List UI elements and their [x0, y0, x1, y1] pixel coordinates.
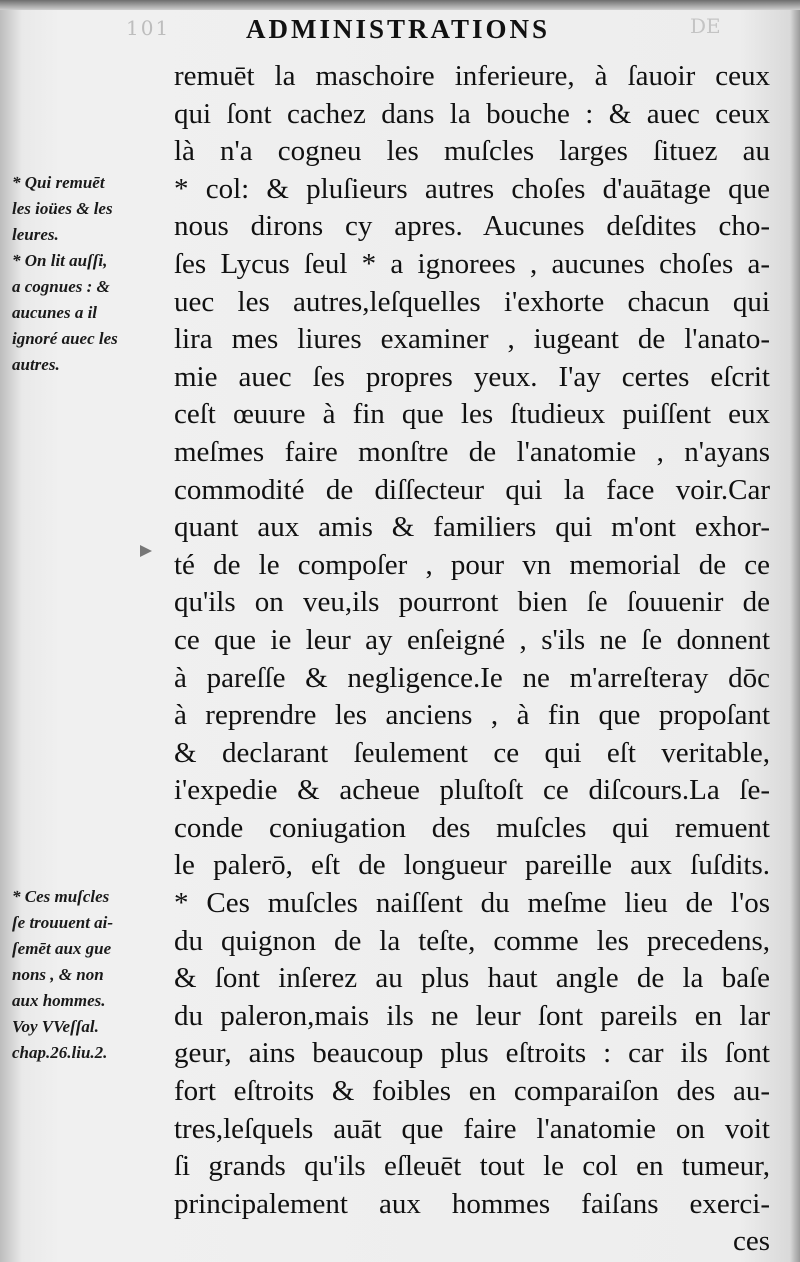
margin-note-2 [12, 884, 162, 1066]
body-line: * col: & pluſieurs autres choſes d'auātage que [174, 172, 770, 205]
body-line: ce que ie leur ay enſeigné , s'ils ne ſe donnent [174, 623, 770, 656]
body-line: du quignon de la teſte, comme les precedens, [174, 924, 770, 957]
margin-note-line: autres. [12, 355, 60, 374]
body-line: nous dirons cy apres. Aucunes deſdites cho- [174, 210, 770, 243]
body-line: qui ſont cachez dans la bouche : & auec ceux [174, 97, 770, 130]
body-line: là n'a cogneu les muſcles larges ſituez au [174, 135, 770, 168]
body-line: té de le compoſer , pour vn memorial de ce [174, 548, 770, 581]
body-line: meſmes faire monſtre de l'anatomie , n'ayans [174, 435, 770, 468]
body-line: commodité de diſſecteur qui la face voir.Car [174, 473, 770, 506]
body-line: conde coniugation des muſcles qui remuent [174, 811, 770, 844]
body-line: & ſont inſerez au plus haut angle de la baſe [174, 962, 770, 995]
margin-note-line: * Ces muſcles [12, 887, 110, 906]
margin-note-line: aux hommes. [12, 991, 106, 1010]
bleed-through-word: DE [690, 14, 721, 38]
body-line: fort eſtroits & foibles en comparaiſon des au- [174, 1075, 770, 1108]
margin-note-line: les ioües & les [12, 199, 113, 218]
body-line: du paleron,mais ils ne leur ſont pareils en lar [174, 999, 770, 1032]
margin-note-line: chap.26.liu.2. [12, 1043, 108, 1062]
margin-note-line: leures. [12, 225, 59, 244]
body-line: ceſt œuure à fin que les ſtudieux puiſſent eux [174, 398, 770, 431]
body-text [174, 58, 770, 1261]
margin-note-line: * Qui remuēt [12, 173, 105, 192]
body-line: tres,leſquels auāt que faire l'anatomie on voit [174, 1112, 770, 1145]
margin-note-line: ſemēt aux gue [12, 939, 112, 958]
margin-note-line: ignoré auec les [12, 329, 118, 348]
body-line: principalement aux hommes faiſans exerci- [174, 1187, 770, 1220]
body-line: à pareſſe & negligence.Ie ne m'arreſteray dōc [174, 661, 770, 694]
body-line: geur, ains beaucoup plus eſtroits : car ils ſont [174, 1037, 770, 1070]
catchword: ces [732, 1225, 770, 1258]
running-title: ADMINISTRATIONS [246, 14, 551, 44]
margin-note-1 [12, 170, 162, 378]
body-line: & declarant ſeulement ce qui eſt veritable, [174, 736, 770, 769]
margin-note-line: aucunes a il [12, 303, 98, 322]
body-line: le palerō, eſt de longueur pareille aux ſuſdits. [174, 849, 770, 882]
body-line: uec les autres,leſquelles i'exhorte chacun qui [174, 285, 770, 318]
margin-note-line: ſe trouuent ai- [12, 913, 114, 932]
bleed-through-page-number: 101 [126, 16, 171, 40]
margin-note-line: * On lit auſſi, [12, 251, 108, 270]
margin-note-line: Voy VVeſſal. [12, 1017, 99, 1036]
body-line: ſi grands qu'ils eſleuēt tout le col en tumeur, [174, 1150, 770, 1183]
body-line: * Ces muſcles naiſſent du meſme lieu de l'os [174, 887, 770, 920]
body-line: à reprendre les anciens , à fin que propoſant [174, 699, 770, 732]
margin-note-line: nons , & non [12, 965, 104, 984]
body-line: mie auec ſes propres yeux. I'ay certes eſcrit [174, 360, 770, 393]
body-line: remuēt la maschoire inferieure, à ſauoir ceux [174, 60, 770, 92]
body-line: quant aux amis & familiers qui m'ont exhor- [174, 511, 770, 544]
body-line: lira mes liures examiner , iugeant de l'anato- [174, 323, 770, 356]
body-line: qu'ils on veu,ils pourront bien ſe ſouuenir de [174, 586, 770, 619]
arrow-mark-icon [140, 545, 152, 557]
body-line: ſes Lycus ſeul * a ignorees , aucunes choſes a- [174, 247, 770, 280]
body-line: i'expedie & acheue pluſtoſt ce diſcours.La ſe- [174, 774, 770, 807]
margin-note-line: a cognues : & [12, 277, 110, 296]
page-top-shadow [0, 0, 800, 10]
